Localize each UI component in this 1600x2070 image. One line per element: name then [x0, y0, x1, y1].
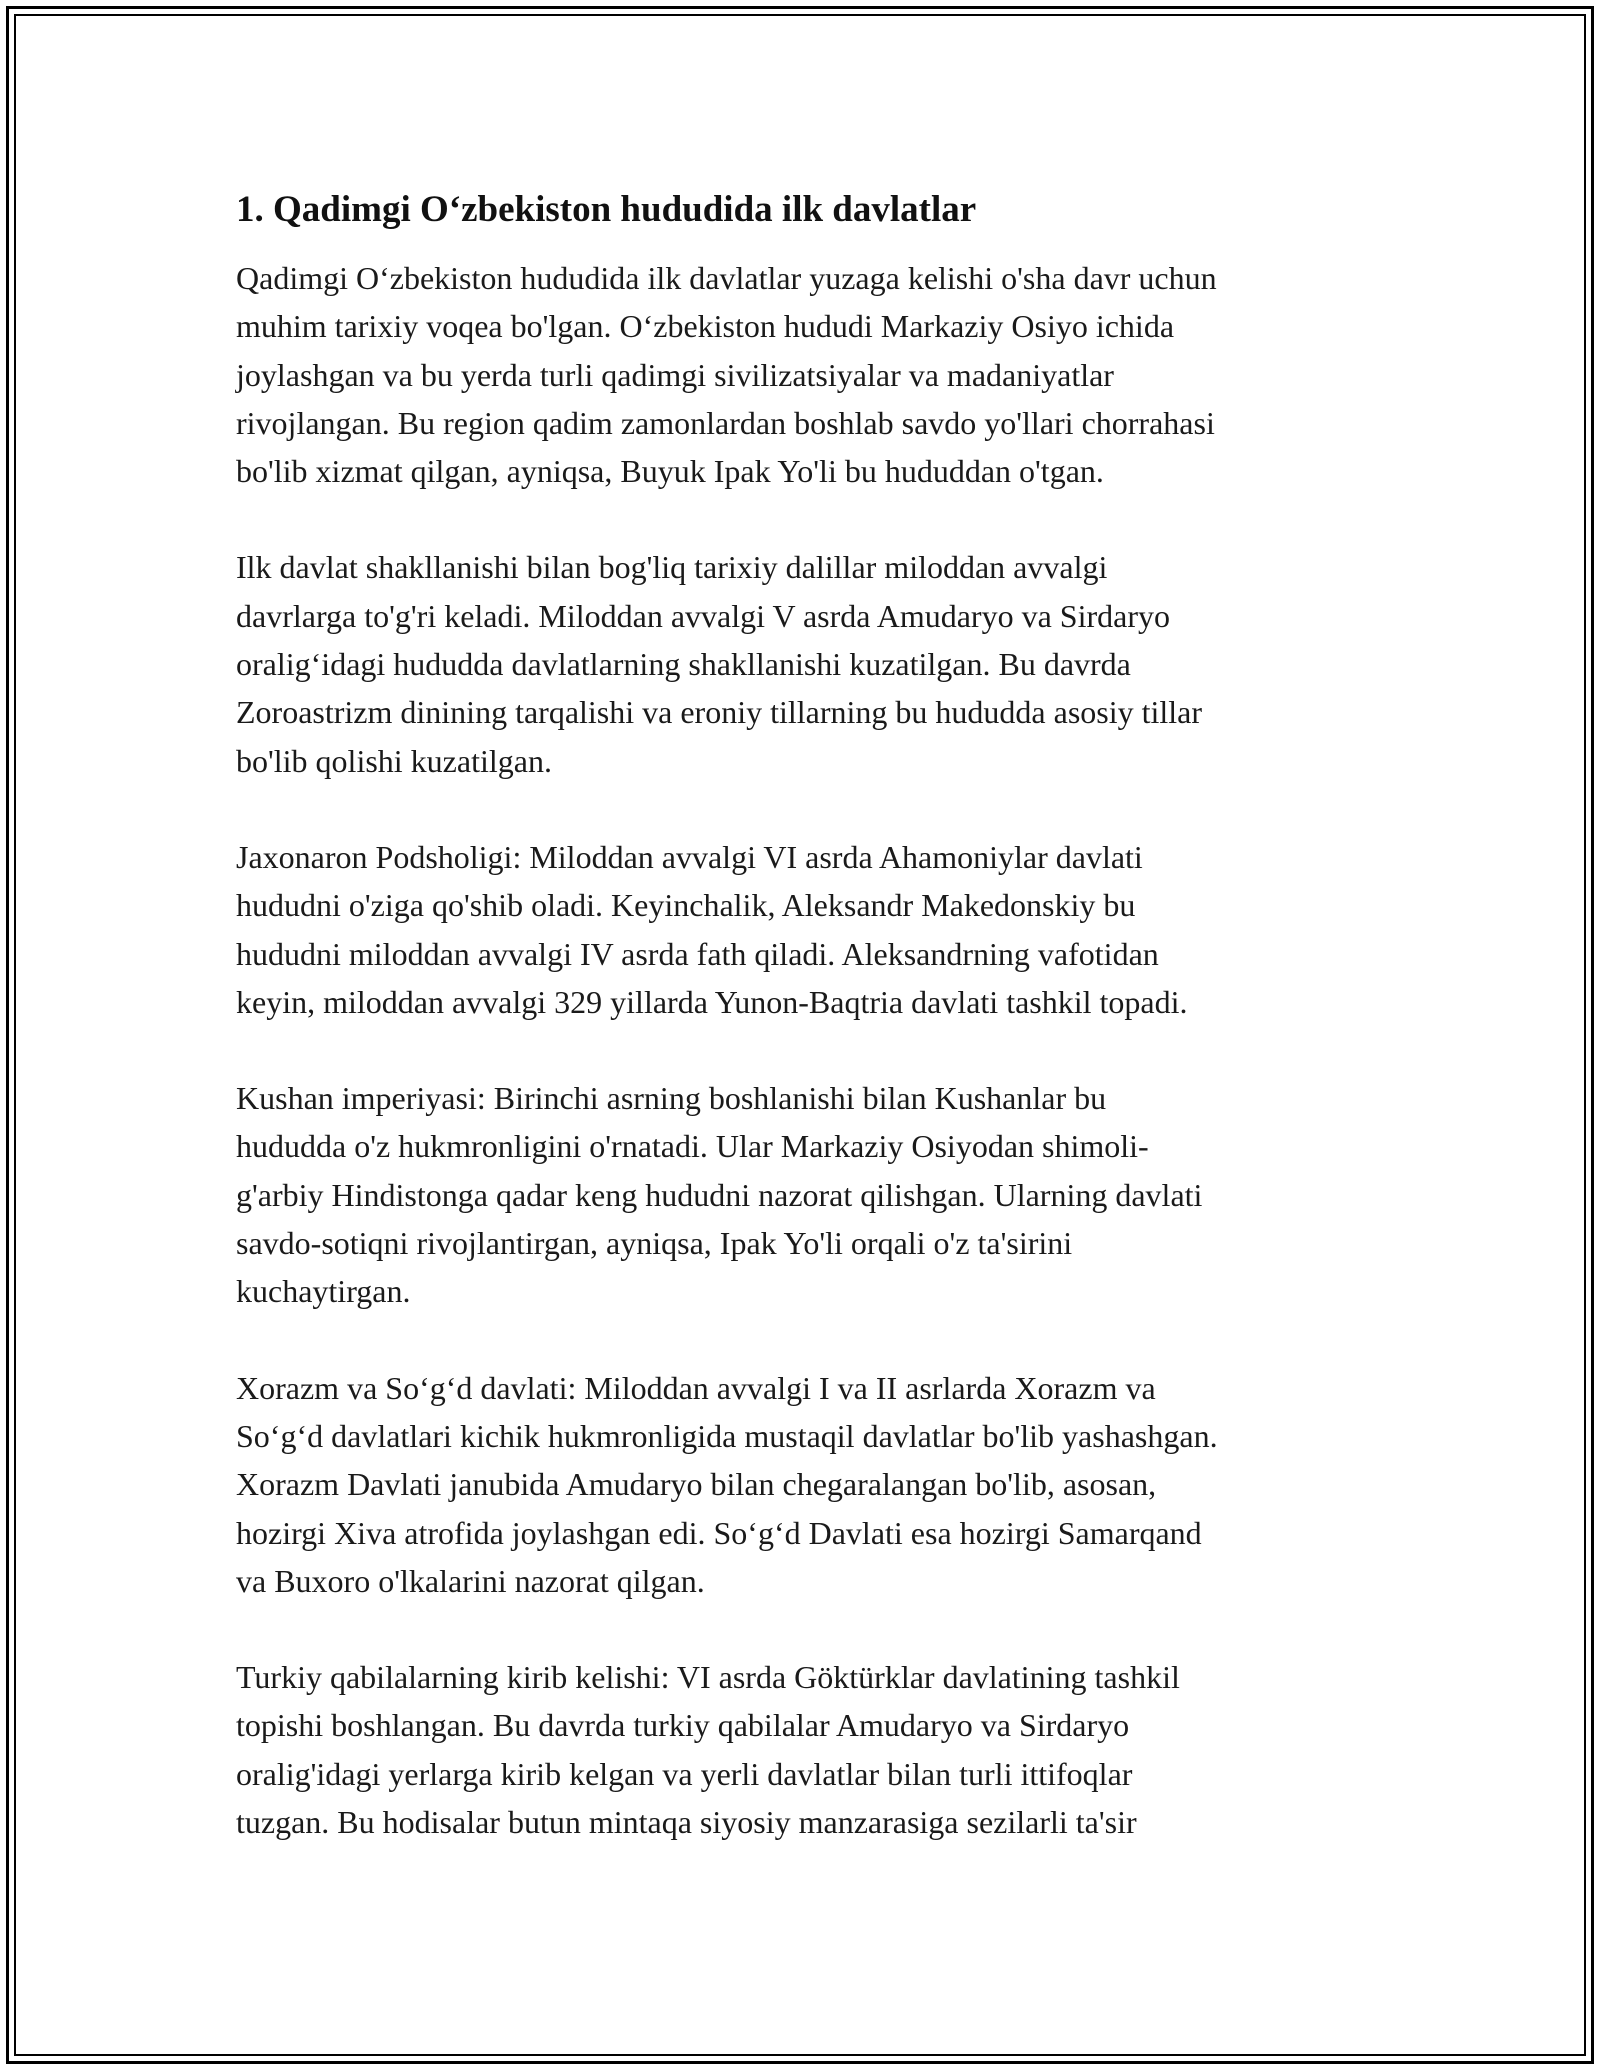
- document-title: 1. Qadimgi O‘zbekiston hududida ilk davlatlar: [236, 189, 977, 230]
- paragraph-kushan-empire: Kushan imperiyasi: Birinchi asrning boshlanishi bilan Kushanlar bu hududda o'z hukmronligini o'rnatadi. Ular Markaziy Osiyodan shimoli- g'arbiy Hindistonga qadar keng hududni nazorat qilishgan. Ularning davlati savdo-sotiqni rivojlantirgan, ayniqsa, Ipak Yo'li orqali o'z ta'sirini kuchaytirgan.: [236, 1080, 1203, 1310]
- paragraph-khorezm-sogd: Xorazm va So‘g‘d davlati: Miloddan avvalgi I va II asrlarda Xorazm va So‘g‘d davlatlari kichik hukmronligida mustaqil davlatlar bo'lib yashashgan. Xorazm Davlati janubida Amudaryo bilan chegaralangan bo'lib, asosan, hozirgi Xiva atrofida joylashgan edi. So‘g‘d Davlati esa hozirgi Samarqand va Buxoro o'lkalarini nazorat qilgan.: [236, 1369, 1218, 1599]
- paragraph-achaemenid: Jaxonaron Podsholigi: Miloddan avvalgi VI asrda Ahamoniylar davlati hududni o'ziga qo'shib oladi. Keyinchalik, Aleksandr Makedonskiy bu hududni miloddan avvalgi IV asrda fath qiladi. Aleksandrning vafotidan keyin, miloddan avvalgi 329 yillarda Yunon-Baqtria davlati tashkil topadi.: [236, 838, 1188, 1020]
- paragraph-turkic-tribes: Turkiy qabilalarning kirib kelishi: VI asrda Göktürklar davlatining tashkil topishi boshlangan. Bu davrda turkiy qabilalar Amudaryo va Sirdaryo oralig'idagi yerlarga kirib kelgan va yerli davlatlar bilan turli ittifoqlar tuzgan. Bu hodisalar butun mintaqa siyosiy manzarasiga sezilarli ta'sir: [236, 1659, 1180, 1841]
- document-body: [236, 186, 1366, 1894]
- paragraph-first-state-formation: Ilk davlat shakllanishi bilan bog'liq tarixiy dalillar miloddan avvalgi davrlarga to'g'ri keladi. Miloddan avvalgi V asrda Amudaryo va Sirdaryo oralig‘idagi hududda davlatlarning shakllanishi kuzatilgan. Bu davrda Zoroastrizm dinining tarqalishi va eroniy tillarning bu hududda asosiy tillar bo'lib qolishi kuzatilgan.: [236, 549, 1203, 779]
- paragraph-intro: Qadimgi O‘zbekiston hududida ilk davlatlar yuzaga kelishi o'sha davr uchun muhim tarixiy voqea bo'lgan. O‘zbekiston hududi Markaziy Osiyo ichida joylashgan va bu yerda turli qadimgi sivilizatsiyalar va madaniyatlar rivojlangan. Bu region qadim zamonlardan boshlab savdo yo'llari chorrahasi bo'lib xizmat qilgan, ayniqsa, Buyuk Ipak Yo'li bu hududdan o'tgan.: [236, 260, 1217, 490]
